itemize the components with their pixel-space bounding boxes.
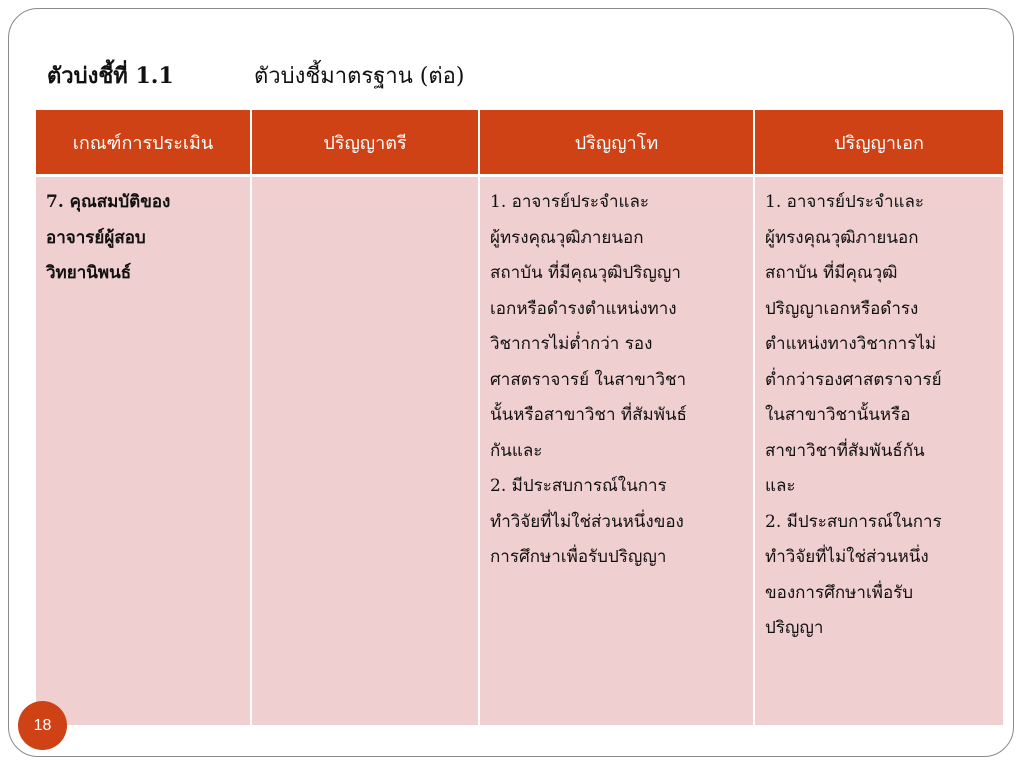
cell-line: และ bbox=[765, 476, 796, 496]
header-bachelor: ปริญญาตรี bbox=[251, 110, 479, 176]
cell-line: 1. อาจารย์ประจำและ bbox=[490, 192, 650, 212]
cell-line: 2. มีประสบการณ์ในการ bbox=[765, 511, 942, 532]
cell-line: ปริญญาเอกหรือดำรง bbox=[765, 298, 919, 319]
cell-doctorate bbox=[754, 176, 1003, 726]
cell-line: วิทยานิพนธ์ bbox=[46, 263, 132, 283]
cell-line: 2. มีประสบการณ์ในการ bbox=[490, 476, 667, 496]
cell-line: ผู้ทรงคุณวุฒิภายนอก bbox=[765, 227, 919, 248]
criteria-table bbox=[36, 110, 1003, 725]
cell-line: วิชาการไม่ต่ำกว่า รอง bbox=[490, 334, 653, 354]
cell-line: 7. คุณสมบัติของ bbox=[46, 192, 171, 212]
header-criteria: เกณฑ์การประเมิน bbox=[36, 110, 251, 176]
header-master: ปริญญาโท bbox=[479, 110, 754, 176]
page-number-badge: 18 bbox=[18, 701, 67, 750]
slide-subtitle: ตัวบ่งชี้มาตรฐาน (ต่อ) bbox=[254, 64, 465, 89]
cell-line: สถาบัน ที่มีคุณวุฒิ bbox=[765, 263, 898, 283]
cell-master bbox=[479, 176, 754, 726]
cell-line: ปริญญา bbox=[765, 618, 824, 638]
table-header-row bbox=[36, 110, 1003, 176]
cell-bachelor bbox=[251, 176, 479, 726]
cell-line: การศึกษาเพื่อรับปริญญา bbox=[490, 547, 667, 567]
cell-line: ในสาขาวิชานั้นหรือ bbox=[765, 405, 911, 425]
cell-line: ศาสตราจารย์ ในสาขาวิชา bbox=[490, 369, 687, 390]
cell-line: กันและ bbox=[490, 440, 543, 461]
cell-line: นั้นหรือสาขาวิชา ที่สัมพันธ์ bbox=[490, 405, 687, 425]
cell-line: ตำแหน่งทางวิชาการไม่ bbox=[765, 334, 937, 354]
cell-line: เอกหรือดำรงตำแหน่งทาง bbox=[490, 298, 677, 319]
cell-line: สาขาวิชาที่สัมพันธ์กัน bbox=[765, 440, 925, 461]
slide-title: ตัวบ่งชี้ที่ 1.1 bbox=[47, 63, 174, 89]
cell-criterion bbox=[36, 176, 251, 726]
cell-line: ต่ำกว่ารองศาสตราจารย์ bbox=[765, 369, 942, 390]
header-doctorate: ปริญญาเอก bbox=[754, 110, 1003, 176]
cell-line: ผู้ทรงคุณวุฒิภายนอก bbox=[490, 227, 644, 248]
cell-line: ทำวิจัยที่ไม่ใช่ส่วนหนึ่ง bbox=[765, 547, 929, 567]
cell-line: อาจารย์ผู้สอบ bbox=[46, 227, 146, 248]
cell-line: ของการศึกษาเพื่อรับ bbox=[765, 582, 914, 603]
cell-line: 1. อาจารย์ประจำและ bbox=[765, 192, 925, 212]
cell-line: สถาบัน ที่มีคุณวุฒิปริญญา bbox=[490, 263, 681, 283]
table-row bbox=[36, 176, 1003, 726]
cell-line: ทำวิจัยที่ไม่ใช่ส่วนหนึ่งของ bbox=[490, 511, 684, 532]
